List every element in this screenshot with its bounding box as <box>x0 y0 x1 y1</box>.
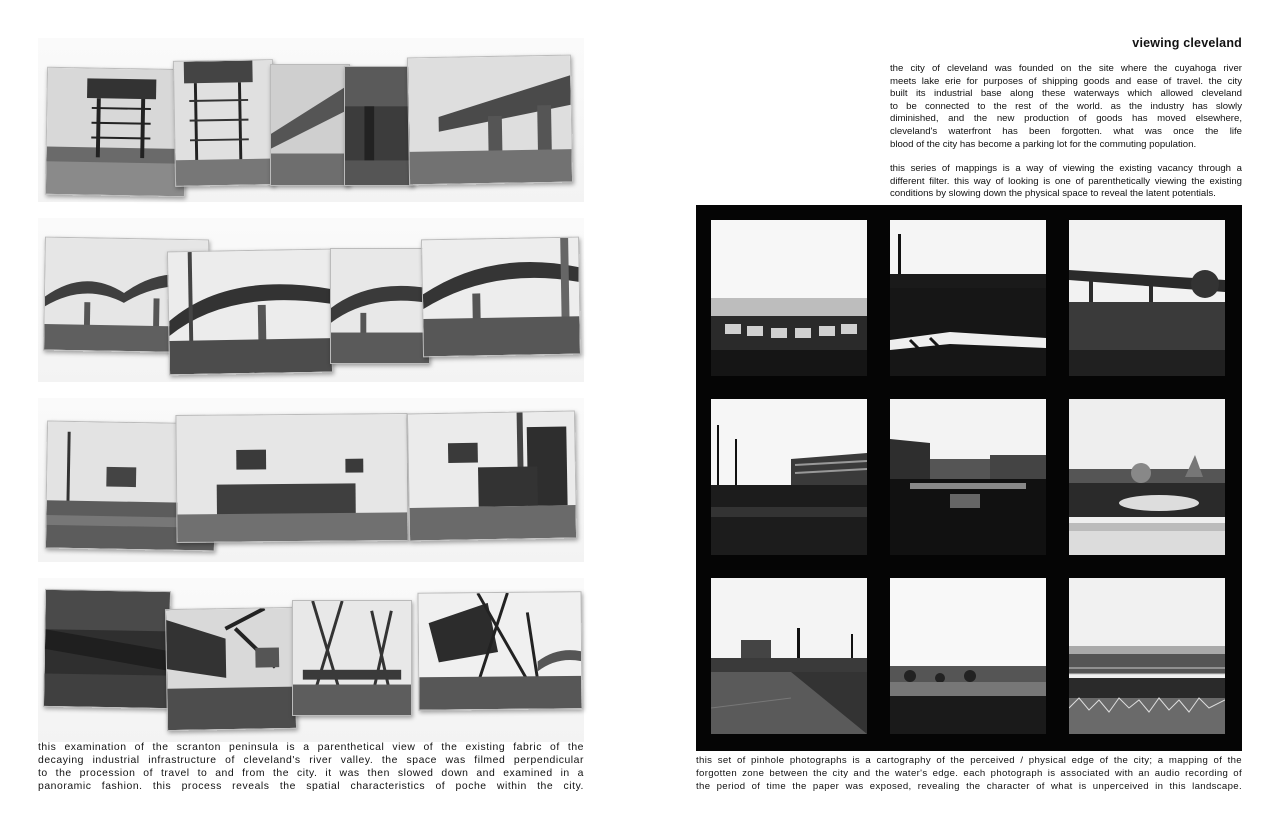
collage-strip-industrial-signs <box>38 398 584 562</box>
photo-industrial-2 <box>175 413 408 543</box>
left-caption-line: decaying industrial infrastructure of cleveland's river valley. the space was filmed perpendicular <box>38 755 584 766</box>
photo-lift-bridge-1 <box>43 589 171 709</box>
page-title: viewing cleveland <box>1132 36 1242 50</box>
right-page <box>640 0 1280 828</box>
intro-line: built its industrial base along these waterways which allowed cleveland <box>890 88 1242 100</box>
left-caption-line: panoramic fashion. this process reveals the spatial characteristics of poche within the city. <box>38 781 584 792</box>
photo-billboard-2 <box>173 59 275 187</box>
photo-industrial-3 <box>407 411 577 542</box>
intro-paragraph-1 <box>890 63 1242 151</box>
pinhole-photo-overpass-crosswalk <box>890 220 1046 376</box>
intro-paragraph-2 <box>890 163 1242 201</box>
left-caption-line: to the procession of travel to and from the city. it was then slowed down and examined in a <box>38 768 584 779</box>
photo-overpass-2 <box>344 66 414 186</box>
pinhole-photo-sidewalk-skyline <box>711 578 867 734</box>
photo-bridge-4 <box>421 237 581 358</box>
pinhole-contact-sheet <box>696 205 1242 751</box>
photo-lift-bridge-3 <box>292 600 412 716</box>
intro-line: blood of the city has become a parking lot for the commuting population. <box>890 138 1197 150</box>
pinhole-photo-stadium <box>711 399 867 555</box>
right-caption-line: this set of pinhole photographs is a cartography of the perceived / physical edge of the city; a mapping of the <box>696 755 1242 766</box>
photo-lift-bridge-4 <box>417 591 582 710</box>
intro-line: to be connected to the rest of the world. as the industry has slowly <box>890 100 1242 112</box>
pinhole-photo-stadium-waterfront <box>890 399 1046 555</box>
intro-text <box>890 63 1242 213</box>
photo-lift-bridge-2 <box>165 607 297 731</box>
pinhole-photo-waterfront-parking <box>890 578 1046 734</box>
intro-line: this series of mappings is a way of viewing the existing vacancy through a <box>890 163 1242 175</box>
photo-billboard-1 <box>45 67 187 197</box>
intro-line: the city of cleveland was founded on the site where the cuyahoga river <box>890 63 1242 74</box>
pinhole-photo-highway-overpass-lot <box>1069 220 1225 376</box>
photo-overpass-1 <box>270 64 350 186</box>
collage-strip-lift-bridges <box>38 578 584 742</box>
photo-bridge-2 <box>167 249 333 376</box>
intro-line: cleveland's waterfront has been forgotten. what was once the life <box>890 125 1242 137</box>
photo-overpass-3 <box>407 55 573 186</box>
right-caption-line: forgotten zone between the city and the water's edge. each photograph is associated with an audio recording of <box>696 768 1242 779</box>
collage-strip-billboards <box>38 38 584 202</box>
collage-strip-arched-bridges <box>38 218 584 382</box>
left-caption-line: this examination of the scranton peninsula is a parenthetical view of the existing fabric of the <box>38 742 584 753</box>
intro-line: different filter. this way of looking is one of parenthetically viewing the existing <box>890 175 1242 187</box>
left-caption <box>38 741 584 793</box>
right-caption-line: the period of time the paper was exposed, revealing the character of what is unperceived in this landscape. <box>696 781 1242 792</box>
pinhole-photo-science-center <box>1069 399 1225 555</box>
pinhole-photo-rail-yard-field <box>1069 578 1225 734</box>
right-caption <box>696 754 1242 793</box>
intro-line: meets lake erie for purposes of shipping goods and ease of travel. the city <box>890 75 1242 87</box>
intro-line: diminished, and the new production of goods has moved elsewhere, <box>890 113 1242 125</box>
intro-line: conditions by slowing down the physical space to reveal the latent potentials. <box>890 188 1216 200</box>
photo-bridge-3 <box>330 248 430 364</box>
pinhole-photo-lakefront-parking-lot <box>711 220 867 376</box>
